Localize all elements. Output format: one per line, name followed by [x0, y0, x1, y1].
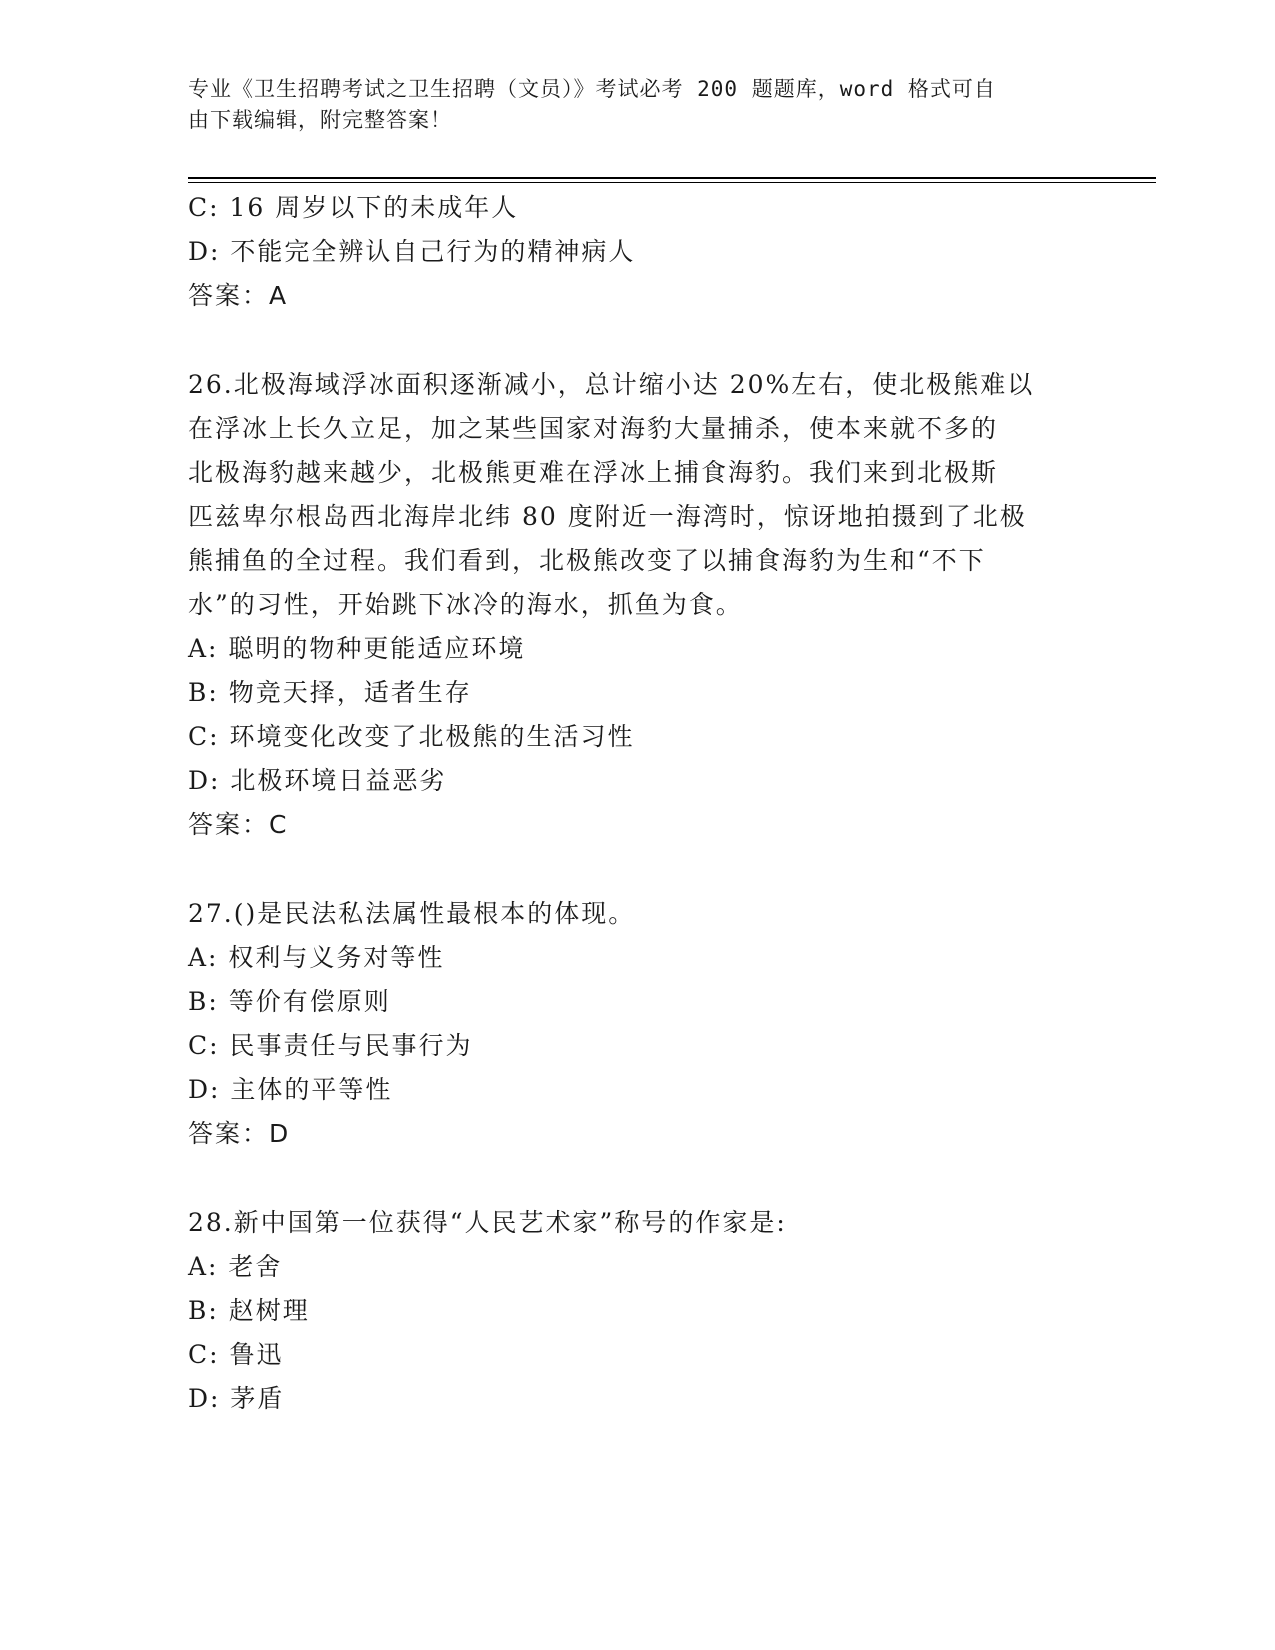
- q27-stem: 27.()是民法私法属性最根本的体现。: [188, 899, 636, 928]
- q26-option-d: D: 北极环境日益恶劣: [188, 766, 447, 795]
- q25-option-d: D: 不能完全辨认自己行为的精神病人: [188, 237, 636, 266]
- q26-option-b: B: 物竞天择，适者生存: [188, 678, 472, 707]
- header-divider-thick: [188, 177, 1156, 179]
- q26-answer: 答案：C: [188, 810, 289, 839]
- q26-stem-line-4: 匹兹卑尔根岛西北海岸北纬 80 度附近一海湾时，惊讶地拍摄到了北极: [188, 502, 1027, 531]
- q27-option-d: D: 主体的平等性: [188, 1075, 393, 1104]
- header-line-2: 由下载编辑，附完整答案！: [188, 108, 452, 132]
- q26-stem-line-3: 北极海豹越来越少，北极熊更难在浮冰上捕食海豹。我们来到北极斯: [188, 458, 999, 487]
- document-header: [188, 74, 1068, 136]
- q26-option-a: A: 聪明的物种更能适应环境: [188, 634, 526, 663]
- q28-option-b: B: 赵树理: [188, 1296, 310, 1325]
- q27-answer: 答案：D: [188, 1119, 291, 1148]
- q26-stem-line-6: 水”的习性，开始跳下冰冷的海水，抓鱼为食。: [188, 590, 743, 619]
- q27-option-c: C: 民事责任与民事行为: [188, 1031, 473, 1060]
- q28-option-d: D: 茅盾: [188, 1384, 285, 1413]
- q26-stem-line-2: 在浮冰上长久立足，加之某些国家对海豹大量捕杀，使本来就不多的: [188, 414, 999, 443]
- header-line-1: 专业《卫生招聘考试之卫生招聘（文员）》考试必考 200 题题库，word 格式可自: [188, 77, 996, 101]
- q25-option-c: C: 16 周岁以下的未成年人: [188, 193, 519, 222]
- q26-option-c: C: 环境变化改变了北极熊的生活习性: [188, 722, 635, 751]
- q28-stem: 28.新中国第一位获得“人民艺术家”称号的作家是:: [188, 1208, 787, 1237]
- q28-option-a: A: 老舍: [188, 1252, 283, 1281]
- q27-option-b: B: 等价有偿原则: [188, 987, 391, 1016]
- q26-stem-line-5: 熊捕鱼的全过程。我们看到，北极熊改变了以捕食海豹为生和“不下: [188, 546, 986, 575]
- q26-stem-line-1: 26.北极海域浮冰面积逐渐减小，总计缩小达 20%左右，使北极熊难以: [188, 370, 1035, 399]
- q28-option-c: C: 鲁迅: [188, 1340, 284, 1369]
- q27-option-a: A: 权利与义务对等性: [188, 943, 445, 972]
- q25-answer: 答案：A: [188, 281, 289, 310]
- header-divider-thin: [188, 182, 1156, 183]
